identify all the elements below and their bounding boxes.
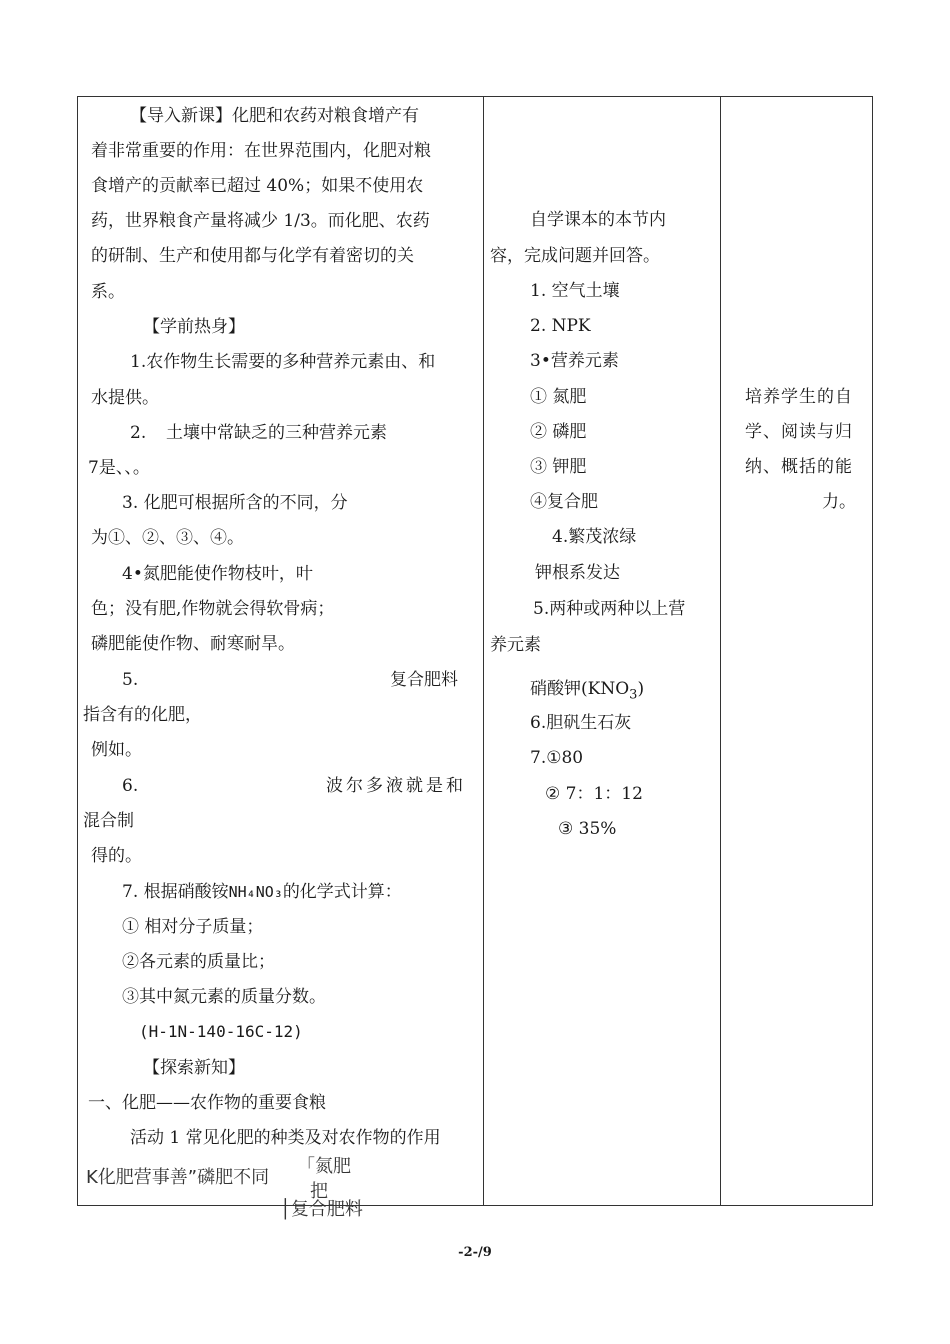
- purpose-line: 学、阅读与归: [745, 422, 853, 442]
- question-3: 3. 化肥可根据所含的不同，分: [122, 493, 348, 513]
- purpose-line: 培养学生的自: [745, 387, 853, 407]
- question-7-text: 7. 根据硝酸铵: [122, 882, 229, 902]
- answer-3: 3•营养元素: [530, 351, 619, 371]
- answer-5-example: [530, 678, 644, 706]
- question-4-cont: 色；没有肥,作物就会得软骨病；: [91, 599, 335, 619]
- purpose-line: 力。: [822, 492, 856, 512]
- question-2-cont: 7是、、。: [88, 458, 150, 478]
- question-6-cont: 混合制: [83, 811, 134, 831]
- question-7-item: ②各元素的质量比；: [122, 952, 275, 972]
- question-2-number: 2.: [130, 423, 147, 443]
- question-7-tail: 的化学式计算：: [282, 882, 402, 902]
- instruction-line: 自学课本的本节内: [530, 210, 666, 230]
- figure-label-nitrogen: 「氮肥: [297, 1156, 351, 1177]
- section-heading: 一、化肥——农作物的重要食粮: [88, 1093, 326, 1113]
- question-6-number: 6.: [122, 776, 139, 796]
- page-number: -2-/9: [458, 1245, 492, 1260]
- intro-line: 食增产的贡献率已超过 40%；如果不使用农: [91, 176, 424, 196]
- intro-line: 【导入新课】化肥和农药对粮食增产有: [130, 106, 419, 126]
- instruction-line: 容，完成问题并回答。: [490, 246, 660, 266]
- question-7: [122, 881, 402, 903]
- figure-label-potassium: 把: [310, 1181, 328, 1202]
- question-5-cont: 指含有的化肥，: [83, 705, 202, 725]
- intro-line: 系。: [91, 282, 125, 302]
- answer-7-item: ② 7：1：12: [545, 784, 643, 804]
- answer-5: 5.两种或两种以上营: [533, 599, 686, 619]
- intro-line: 着非常重要的作用：在世界范围内，化肥对粮: [91, 141, 431, 161]
- atomic-masses: (H-1N-140-16C-12): [139, 1022, 303, 1041]
- figure-label-compound-clip: [280, 1195, 400, 1220]
- intro-line: 的研制、生产和使用都与化学有着密切的关: [91, 246, 414, 266]
- answer-3-item: ④复合肥: [530, 492, 598, 512]
- intro-line: 药，世界粮食产量将减少 1/3。而化肥、农药: [91, 211, 430, 231]
- answer-5-cont: 养元素: [490, 635, 541, 655]
- column-divider: [720, 97, 721, 1205]
- question-5-number: 5.: [122, 670, 139, 690]
- answer-7: 7.①80: [530, 748, 584, 768]
- answer-3-item: ② 磷肥: [530, 422, 587, 442]
- question-4: 4•氮肥能使作物枝叶，叶: [122, 564, 313, 584]
- question-5: 复合肥料: [390, 670, 458, 690]
- ammonium-nitrate-formula: NH₄NO₃: [228, 883, 283, 901]
- column-divider: [483, 97, 484, 1205]
- answer-2: 2. NPK: [530, 316, 591, 336]
- warmup-heading: 【学前热身】: [143, 317, 245, 337]
- question-1-cont: 水提供。: [91, 388, 159, 408]
- answer-3-item: ③ 钾肥: [530, 457, 587, 477]
- figure-label-compound: │复合肥料: [280, 1199, 363, 1220]
- question-2: 土壤中常缺乏的三种营养元素: [166, 423, 387, 443]
- formula-subscript: 3: [629, 687, 638, 703]
- figure-caption-left: K化肥营事善”磷肥不同: [86, 1167, 270, 1188]
- question-6: 波尔多液就是和: [326, 776, 466, 796]
- question-7-item: ① 相对分子质量；: [122, 917, 264, 937]
- question-5-cont: 例如。: [91, 740, 142, 760]
- answer-6: 6.胆矾生石灰: [530, 713, 632, 733]
- answer-4: 4.繁茂浓绿: [552, 527, 637, 547]
- answer-3-item: ① 氮肥: [530, 387, 587, 407]
- answer-4-cont: 钾根系发达: [535, 563, 620, 583]
- formula-close: ): [637, 679, 645, 699]
- potassium-nitrate: 硝酸钾(KNO: [530, 679, 630, 699]
- explore-heading: 【探索新知】: [143, 1058, 245, 1078]
- purpose-line: 纳、概括的能: [745, 457, 853, 477]
- question-6-cont: 得的。: [91, 846, 142, 866]
- question-1: 1.农作物生长需要的多种营养元素由、和: [130, 352, 436, 372]
- question-3-cont: 为①、②、③、④。: [91, 528, 244, 548]
- question-7-item: ③其中氮元素的质量分数。: [122, 987, 326, 1007]
- activity-title: 活动 1 常见化肥的种类及对农作物的作用: [130, 1128, 441, 1148]
- answer-1: 1. 空气土壤: [530, 281, 620, 301]
- question-4-cont: 磷肥能使作物、耐寒耐旱。: [91, 634, 295, 654]
- answer-7-item: ③ 35%: [558, 819, 617, 839]
